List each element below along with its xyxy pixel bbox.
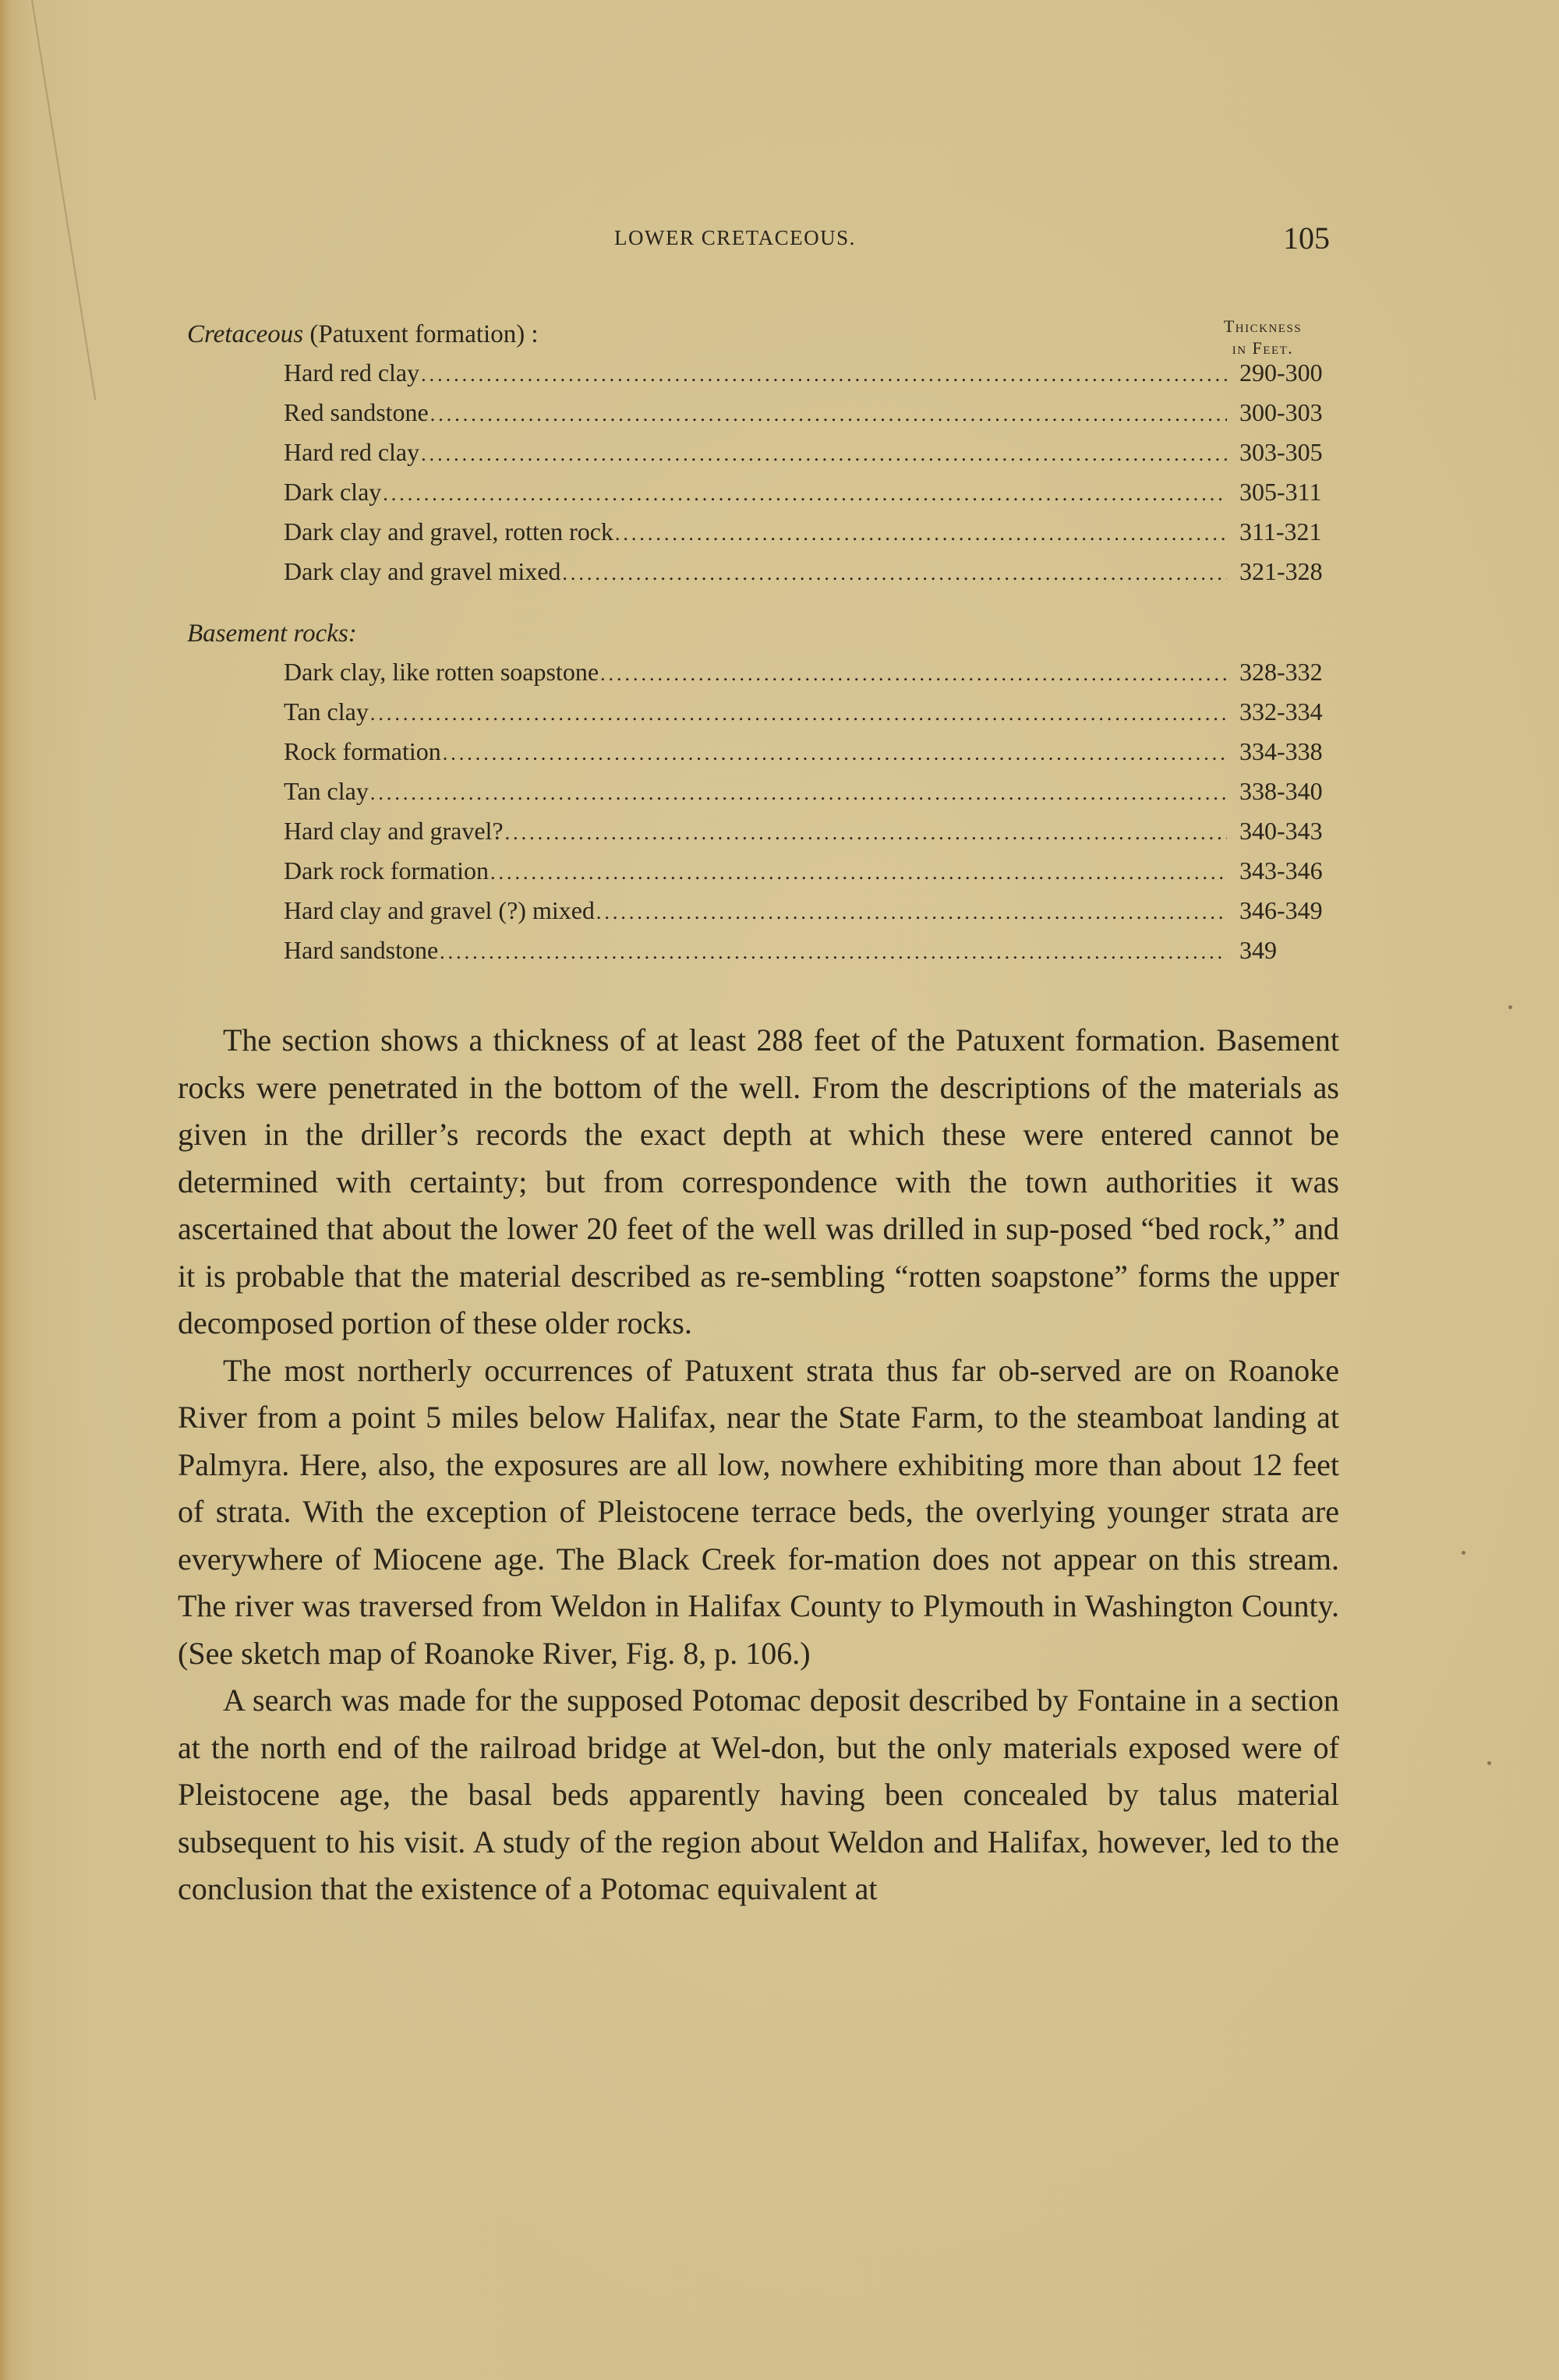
- row-description: Dark clay and gravel, rotten rock: [284, 517, 613, 546]
- table-row: [187, 851, 1341, 891]
- row-thickness: 311-321: [1239, 517, 1322, 546]
- row-description: Hard red clay: [284, 358, 420, 387]
- paper-crease: [31, 0, 96, 401]
- row-description: Red sandstone: [284, 398, 429, 426]
- table-row: [187, 652, 1341, 692]
- table-row: [187, 512, 1341, 552]
- row-description: Hard sandstone: [284, 936, 439, 964]
- table-row: [187, 472, 1341, 512]
- row-thickness: 338-340: [1239, 777, 1323, 805]
- dot-leader: [440, 932, 1227, 972]
- running-title: LOWER CRETACEOUS.: [614, 226, 856, 249]
- page-number: 105: [1283, 221, 1330, 256]
- paragraph: The most northerly occurrences of Patuxent strata thus far ob-served are on Roanoke River from a point 5 miles below Halifax, near the State Farm, to the steamboat landing at Palmyra. Here, also, the exposures are all low, nowhere exhibiting more than about 12 feet of strata. With the exception of Pleistocene terrace beds, the overlying younger strata are everywhere of Miocene age. The Black Creek for-mation does not appear on this stream. The river was traversed from Weldon in Halifax County to Plymouth in Washington County. (See sketch map of Roanoke River, Fig. 8, p. 106.): [178, 1352, 1339, 1671]
- row-description: Hard clay and gravel?: [284, 817, 504, 845]
- table-row: [187, 552, 1341, 591]
- table-row: [187, 433, 1341, 472]
- group-label-basement-rocks: [187, 615, 1341, 652]
- table-row: [187, 811, 1341, 851]
- row-thickness: 343-346: [1239, 856, 1323, 885]
- table-row: [187, 930, 1341, 970]
- row-thickness: 334-338: [1239, 737, 1323, 765]
- row-thickness: 305-311: [1239, 478, 1322, 506]
- row-description: Dark rock formation: [284, 856, 490, 885]
- row-thickness: 290-300: [1239, 358, 1323, 387]
- dot-leader: [421, 355, 1227, 394]
- running-head: [0, 221, 1559, 257]
- dot-leader: [370, 694, 1227, 733]
- row-description: Hard red clay: [284, 438, 420, 466]
- paper-speck: [1462, 1551, 1465, 1555]
- table-row: [187, 353, 1341, 393]
- row-description: Tan clay: [284, 777, 369, 805]
- dot-leader: [600, 654, 1227, 694]
- dot-leader: [505, 813, 1227, 853]
- group-spacer: [187, 591, 1341, 615]
- column-header-line-2: in Feet.: [1232, 338, 1294, 358]
- row-description: Tan clay: [284, 697, 369, 726]
- paper-speck: [1487, 1761, 1491, 1765]
- row-thickness: 328-332: [1239, 658, 1323, 686]
- row-description: Dark clay: [284, 478, 382, 506]
- group-label-italic: Cretaceous: [187, 320, 304, 348]
- dot-leader: [383, 474, 1227, 514]
- row-thickness: 300-303: [1239, 398, 1323, 426]
- group-label-plain: (Patuxent formation) :: [303, 320, 539, 348]
- table-row: [187, 891, 1341, 930]
- row-thickness: 340-343: [1239, 817, 1323, 845]
- column-header-line-1: Thickness: [1223, 316, 1303, 336]
- dot-leader: [443, 733, 1227, 773]
- paragraph: The section shows a thickness of at least 288 feet of the Patuxent formation. Basement rocks were penetrated in the bottom of the well. From the descriptions of the materials as given in the driller’s records the exact depth at which these were entered cannot be determined with certainty; but from correspondence with the town authorities it was ascertained that about the lower 20 feet of the well was drilled in sup-posed “bed rock,” and it is probable that the material described as re-sembling “rotten soapstone” forms the upper decomposed portion of these older rocks.: [178, 1022, 1339, 1340]
- table-row: [187, 393, 1341, 433]
- dot-leader: [615, 514, 1227, 553]
- dot-leader: [421, 434, 1227, 474]
- dot-leader: [596, 892, 1227, 932]
- row-thickness: 321-328: [1239, 557, 1323, 585]
- group-label-cretaceous: [187, 316, 1341, 353]
- well-section-table: [187, 316, 1341, 970]
- dot-leader: [370, 773, 1227, 813]
- row-thickness: 303-305: [1239, 438, 1323, 466]
- row-thickness: 332-334: [1239, 697, 1323, 726]
- row-thickness: 349: [1239, 936, 1277, 964]
- dot-leader: [490, 853, 1227, 892]
- paragraph: A search was made for the supposed Potomac deposit described by Fontaine in a section at the north end of the railroad bridge at Wel-don, but the only materials exposed were of Pleistocene age, the basal beds apparently having been concealed by talus material subsequent to his visit. A study of the region about Weldon and Halifax, however, led to the conclusion that the existence of a Potomac equivalent at: [178, 1683, 1339, 1906]
- row-description: Rock formation: [284, 737, 441, 765]
- dot-leader: [562, 553, 1227, 593]
- body-text: [178, 1017, 1339, 1913]
- row-description: Hard clay and gravel (?) mixed: [284, 896, 595, 924]
- group-label-italic: Basement rocks:: [187, 620, 357, 648]
- row-description: Dark clay and gravel mixed: [284, 557, 561, 585]
- table-row: [187, 692, 1341, 732]
- dot-leader: [430, 394, 1227, 434]
- table-row: [187, 732, 1341, 772]
- table-row: [187, 772, 1341, 811]
- row-thickness: 346-349: [1239, 896, 1323, 924]
- paper-speck: [1508, 1005, 1512, 1009]
- row-description: Dark clay, like rotten soapstone: [284, 658, 599, 686]
